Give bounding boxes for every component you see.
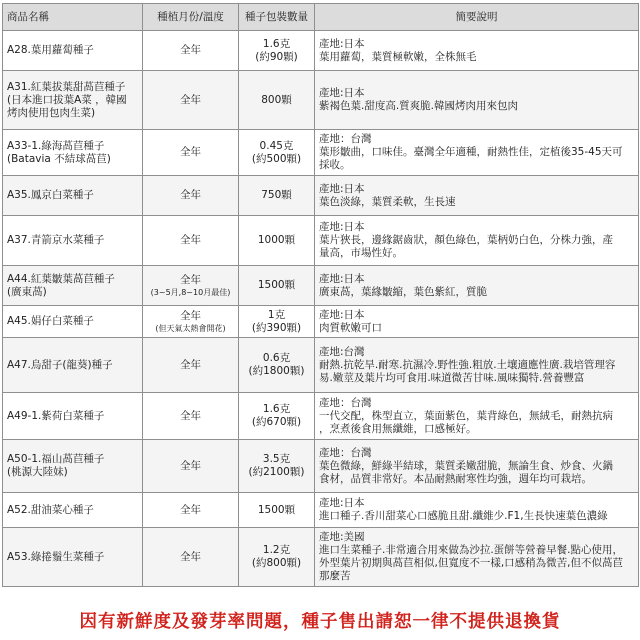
product-name-cell <box>3 130 143 176</box>
table-row <box>3 306 639 338</box>
planting-season-cell <box>143 130 239 176</box>
planting-season-cell-line: 全年 <box>180 273 201 286</box>
header-row <box>3 4 639 31</box>
seed-rows <box>3 31 639 587</box>
package-quantity-cell-line: 0.6克 <box>262 352 291 364</box>
description-cell-line: 葉色淡綠，葉質柔軟，生長速 <box>319 195 456 208</box>
planting-season-cell <box>143 306 239 338</box>
season-note: (3~5月,8~10月最佳) <box>150 287 231 297</box>
package-quantity-cell-line: 3.5克 <box>262 453 291 465</box>
header-package-quantity: 種子包裝數量 <box>239 4 315 31</box>
product-name-cell-line: A44.紅葉皺葉萵苣種子 <box>7 272 115 285</box>
description-cell-line: 產地:日本 <box>319 182 365 195</box>
header-description: 簡要說明 <box>315 4 639 31</box>
planting-season-cell-line: 全年 <box>180 309 201 322</box>
package-quantity-cell-line: (約500顆) <box>251 152 302 165</box>
product-name-cell-line: (桃源大陸妹) <box>7 466 68 478</box>
product-name-cell-line: A45.娟仔白菜種子 <box>7 315 94 327</box>
planting-season-cell-line: 全年 <box>180 189 201 201</box>
description-cell-line: 外型葉片初期與萵苣相似,但寬度不一樣,口感稍為微苦,但不似萵苣 <box>319 557 624 569</box>
description-cell-line: 產地:日本 <box>319 37 365 50</box>
product-name-cell <box>3 393 143 440</box>
planting-season-cell <box>143 266 239 306</box>
description-cell-line: 廣東萵，葉緣皺縮，葉色紫紅，質脆 <box>319 285 487 298</box>
description-cell-line: 葉形皺曲，口味佳。臺灣全年適種，耐熱性佳，定植後35-45天可 <box>319 146 623 158</box>
description-cell-line: 那麼苦 <box>319 570 351 582</box>
table-row <box>3 338 639 393</box>
package-quantity-cell-line: 1.2克 <box>262 544 291 556</box>
product-name-cell <box>3 440 143 493</box>
product-name-cell-line: A49-1.紫荷白菜種子 <box>7 409 105 422</box>
product-name-cell-line: A28.葉用蘿蔔種子 <box>7 44 94 56</box>
product-name-cell <box>3 31 143 71</box>
table-row <box>3 440 639 493</box>
package-quantity-cell <box>239 216 315 266</box>
planting-season-cell-line: 全年 <box>180 234 201 246</box>
planting-season-cell <box>143 216 239 266</box>
header-planting-season: 種植月份/溫度 <box>143 4 239 31</box>
planting-season-cell-line: 全年 <box>180 93 201 106</box>
package-quantity-cell-line: 1.6克 <box>262 403 291 415</box>
description-cell-line: 葉片狹長，邊緣鋸齒狀，顏色綠色，葉柄奶白色，分株力強，產 <box>319 234 613 246</box>
table-row <box>3 266 639 306</box>
description-cell-line: 產地:日本 <box>319 272 365 285</box>
product-name-cell-line: 烤肉使用包肉生菜) <box>7 106 96 119</box>
package-quantity-cell-line: (約1800顆) <box>248 365 305 377</box>
description-cell <box>315 176 639 216</box>
product-name-cell-line: (Batavia 不結球萵苣) <box>7 152 111 165</box>
planting-season-cell-line: 全年 <box>180 550 201 563</box>
planting-season-cell <box>143 31 239 71</box>
product-name-cell <box>3 266 143 306</box>
package-quantity-cell <box>239 440 315 493</box>
description-cell-line: 產地：台灣 <box>319 446 372 459</box>
description-cell-line: 產地:日本 <box>319 221 365 233</box>
product-name-cell <box>3 338 143 393</box>
description-cell-line: 產地:美國 <box>319 531 365 543</box>
planting-season-cell <box>143 493 239 528</box>
product-name-cell <box>3 176 143 216</box>
package-quantity-cell-line: (約2100顆) <box>248 466 305 478</box>
package-quantity-cell-line: (約670顆) <box>251 416 302 428</box>
package-quantity-cell-line: 1500顆 <box>257 279 296 291</box>
description-cell-line: 肉質軟嫩可口 <box>319 321 382 334</box>
package-quantity-cell-line: (約90顆) <box>255 50 298 63</box>
product-name-cell <box>3 306 143 338</box>
description-cell-line: 易.嫩莖及葉片均可食用.味道微苦甘味.風味獨特.營養豐富 <box>319 371 585 384</box>
description-cell <box>315 71 639 130</box>
package-quantity-cell <box>239 176 315 216</box>
planting-season-cell <box>143 440 239 493</box>
description-cell-line: 耐熱.抗乾旱.耐寒.抗濕冷.野性強.粗放.土壤適應性廣.栽培管理容 <box>319 358 616 371</box>
seed-table <box>2 3 639 587</box>
table-row <box>3 528 639 587</box>
description-cell <box>315 266 639 306</box>
season-note: (但天氣太熱會開花) <box>155 323 226 333</box>
planting-season-cell-line: 全年 <box>180 146 201 158</box>
package-quantity-cell-line: 800顆 <box>261 93 292 106</box>
product-name-cell-line: (廣東萵) <box>7 285 47 298</box>
table-row <box>3 176 639 216</box>
planting-season-cell <box>143 338 239 393</box>
table-row <box>3 31 639 71</box>
description-cell-line: 量高，市場性好。 <box>319 247 403 259</box>
description-cell <box>315 216 639 266</box>
package-quantity-cell <box>239 71 315 130</box>
planting-season-cell-line: 全年 <box>180 358 201 371</box>
package-quantity-cell-line: 750顆 <box>261 189 292 201</box>
product-name-cell-line: A37.青箭京水菜種子 <box>7 234 105 246</box>
product-name-cell-line: A53.綠捲鬚生菜種子 <box>7 550 105 563</box>
table-row <box>3 216 639 266</box>
description-cell <box>315 31 639 71</box>
planting-season-cell-line: 全年 <box>180 409 201 422</box>
description-cell-line: 紫褐色葉.甜度高.質爽脆.韓國烤肉用來包肉 <box>319 100 519 112</box>
package-quantity-cell <box>239 31 315 71</box>
header-product-name: 商品名稱 <box>3 4 143 31</box>
package-quantity-cell-line: 1克 <box>267 308 286 321</box>
description-cell <box>315 440 639 493</box>
table-row <box>3 71 639 130</box>
product-name-cell <box>3 71 143 130</box>
package-quantity-cell <box>239 306 315 338</box>
package-quantity-cell-line: 1000顆 <box>257 234 296 246</box>
product-name-cell <box>3 493 143 528</box>
description-cell-line: ，烹煮後食用無纖維，口感極好。 <box>319 422 477 435</box>
description-cell <box>315 393 639 440</box>
product-name-cell-line: A47.烏甜子(龍葵)種子 <box>7 358 113 371</box>
product-name-cell-line: A31.紅葉拔葉甜萵苣種子 <box>7 80 126 93</box>
no-return-notice: 因有新鮮度及發芽率問題，種子售出請恕一律不提供退換貨 <box>79 612 561 632</box>
description-cell-line: 產地:日本 <box>319 87 365 99</box>
planting-season-cell-line: 全年 <box>180 503 201 516</box>
package-quantity-cell <box>239 130 315 176</box>
description-cell-line: 進口生菜種子.非常適合用來做為沙拉.蛋餅等營養早餐.點心使用， <box>319 544 624 556</box>
table-row <box>3 130 639 176</box>
description-cell-line: 採收。 <box>319 159 351 171</box>
planting-season-cell <box>143 71 239 130</box>
product-name-cell-line: (日本進口拔葉A菜 ，韓國 <box>7 93 127 106</box>
description-cell-line: 產地:日本 <box>319 497 365 509</box>
product-name-cell-line: A50-1.福山萵苣種子 <box>7 453 105 465</box>
package-quantity-cell <box>239 338 315 393</box>
package-quantity-cell <box>239 528 315 587</box>
product-name-cell-line: A52.甜油菜心種子 <box>7 503 94 516</box>
description-cell-line: 葉用蘿蔔，葉質極軟嫩，全株無毛 <box>319 50 477 63</box>
package-quantity-cell <box>239 393 315 440</box>
planting-season-cell-line: 全年 <box>180 459 201 472</box>
description-cell-line: 產地：台灣 <box>319 133 372 145</box>
planting-season-cell <box>143 176 239 216</box>
planting-season-cell <box>143 528 239 587</box>
description-cell-line: 產地:日本 <box>319 308 365 321</box>
description-cell <box>315 338 639 393</box>
package-quantity-cell-line: (約800顆) <box>251 557 302 569</box>
planting-season-cell <box>143 393 239 440</box>
planting-season-cell-line: 全年 <box>180 44 201 56</box>
package-quantity-cell-line: (約390顆) <box>251 321 302 334</box>
package-quantity-cell-line: 1.6克 <box>262 37 291 50</box>
package-quantity-cell-line: 0.45克 <box>259 139 294 152</box>
table-row <box>3 393 639 440</box>
description-cell <box>315 528 639 587</box>
product-name-cell <box>3 216 143 266</box>
package-quantity-cell <box>239 266 315 306</box>
description-cell-line: 產地:台灣 <box>319 345 365 358</box>
product-name-cell-line: A33-1.綠海萵苣種子 <box>7 139 105 152</box>
description-cell <box>315 493 639 528</box>
description-cell <box>315 306 639 338</box>
description-cell-line: 葉色微綠，鮮綠半結球，葉質柔嫩甜脆，無論生食、炒食、火鍋 <box>319 459 613 472</box>
product-name-cell <box>3 528 143 587</box>
package-quantity-cell-line: 1500顆 <box>257 503 296 516</box>
description-cell-line: 產地：台灣 <box>319 396 372 409</box>
description-cell <box>315 130 639 176</box>
table-row <box>3 493 639 528</box>
product-name-cell-line: A35.鳳京白菜種子 <box>7 189 94 201</box>
description-cell-line: 食材，品質非常好。本品耐熱耐寒性均強，週年均可栽培。 <box>319 472 592 485</box>
description-cell-line: 進口種子.香川甜菜心口感脆且甜.纖維少.F1,生長快速葉色濃綠 <box>319 510 608 522</box>
description-cell-line: 一代交配，株型直立，葉面紫色，葉背綠色，無絨毛，耐熱抗病 <box>319 409 613 422</box>
package-quantity-cell <box>239 493 315 528</box>
